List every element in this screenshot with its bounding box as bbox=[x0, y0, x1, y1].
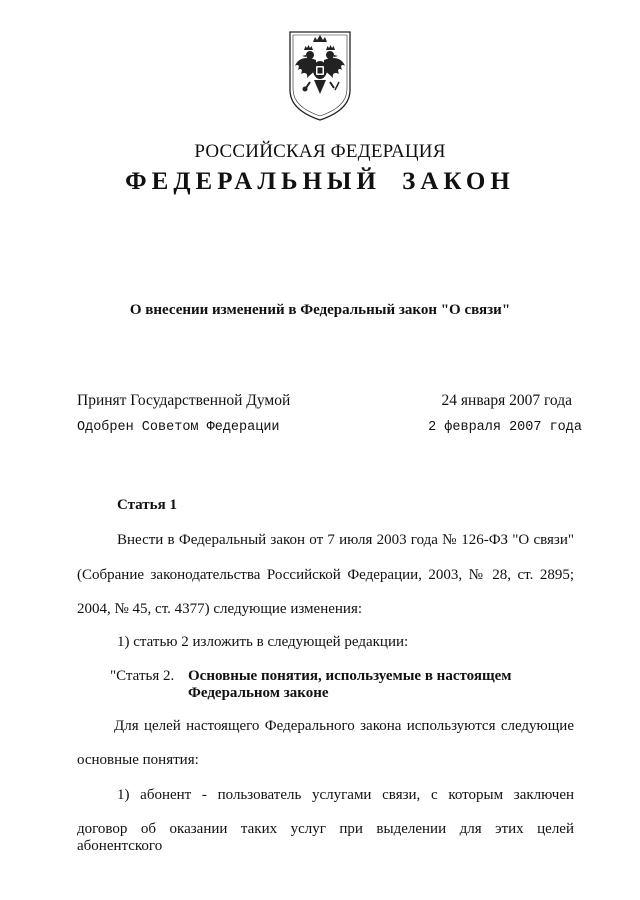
law-title: О внесении изменений в Федеральный закон "О связи" bbox=[129, 302, 511, 318]
council-approval-date: 2 февраля 2007 года bbox=[428, 420, 582, 435]
country-name: РОССИЙСКАЯ ФЕДЕРАЦИЯ bbox=[194, 141, 446, 162]
definition-line: договор об оказании таких услуг при выделении для этих целей абонентского bbox=[77, 821, 574, 854]
paragraph-line: основные понятия: bbox=[77, 752, 199, 768]
document-type: ФЕДЕРАЛЬНЫЙ ЗАКОН bbox=[125, 168, 515, 195]
council-approval-label: Одобрен Советом Федерации bbox=[77, 420, 280, 435]
article-text-line: 2004, № 45, ст. 4377) следующие изменения: bbox=[77, 601, 363, 617]
adoption-duma-row bbox=[77, 392, 582, 410]
duma-adoption-date: 24 января 2007 года bbox=[441, 392, 572, 409]
definition-line: 1) абонент - пользователь услугами связи, с которым заключен bbox=[117, 787, 574, 803]
russian-emblem-icon bbox=[286, 28, 354, 124]
sub-article-heading bbox=[110, 668, 528, 702]
amendment-item: 1) статью 2 изложить в следующей редакции: bbox=[117, 634, 409, 650]
adoption-council-row bbox=[77, 420, 582, 435]
paragraph-line: Для целей настоящего Федерального закона используются следующие bbox=[114, 718, 574, 734]
article-text-line: (Собрание законодательства Российской Федерации, 2003, № 28, ст. 2895; bbox=[77, 567, 574, 583]
article-text-line: Внести в Федеральный закон от 7 июля 2003 года № 126-ФЗ "О связи" bbox=[117, 532, 574, 548]
sub-article-title: Основные понятия, используемые в настоящем Федеральном законе bbox=[188, 668, 512, 701]
duma-adoption-label: Принят Государственной Думой bbox=[77, 392, 291, 409]
article-heading: Статья 1 bbox=[117, 497, 177, 513]
sub-article-number: "Статья 2. bbox=[110, 668, 175, 684]
